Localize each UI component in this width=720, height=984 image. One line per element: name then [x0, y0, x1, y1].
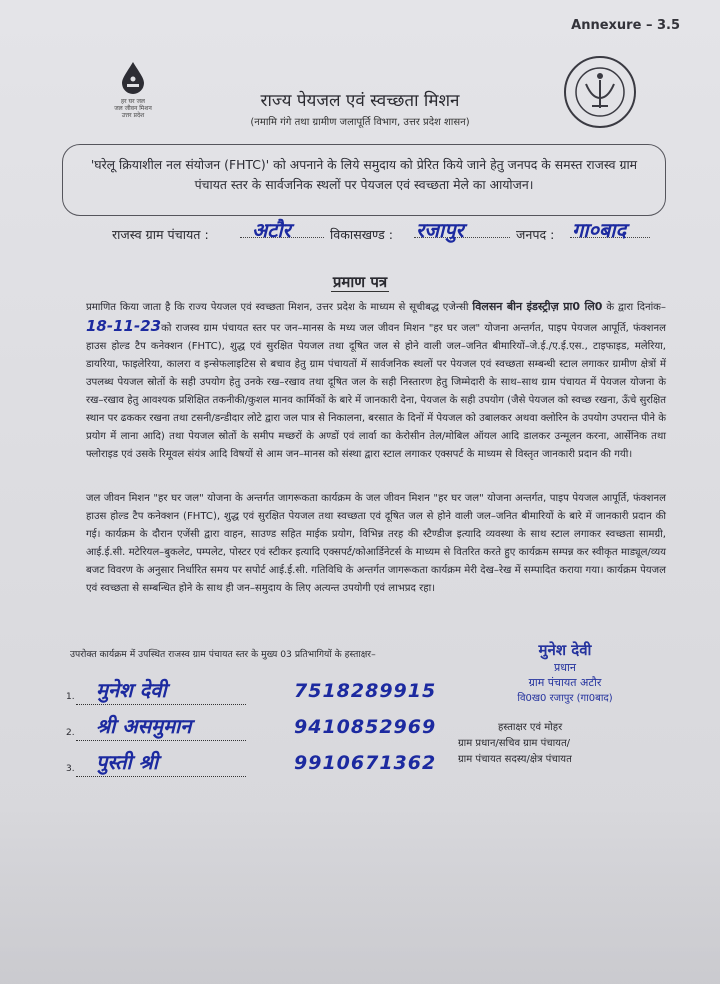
signature-authority-label: हस्ताक्षर एवं मोहर ग्राम प्रधान/सचिव ग्राम पंचायत/ ग्राम पंचायत सदस्य/क्षेत्र पंचायत [458, 722, 572, 765]
logo-text-1: हर घर जल [121, 98, 145, 105]
representatives-intro: उपरोक्त कार्यक्रम में उपस्थित राजस्व ग्राम पंचायत स्तर के मुख्य 03 प्रतिभागियों के हस्ताक्षर– [70, 649, 376, 660]
phone-number: 9910671362 [294, 752, 437, 774]
event-date: 18-11-23 [86, 317, 162, 335]
phone-number: 7518289915 [294, 680, 437, 702]
certificate-title: प्रमाण पत्र [332, 273, 388, 291]
district-value: गा०बाद [572, 218, 627, 242]
org-title: राज्य पेयजल एवं स्वच्छता मिशन [260, 91, 460, 111]
signature-name: श्री असमुमान [96, 714, 192, 738]
logo-text-2: जल जीवन मिशन [114, 105, 152, 112]
agency-name: विलसन बीन इंडस्ट्रीज़ प्रा0 लि0 [472, 300, 603, 313]
signature-name: पुस्ती श्री [96, 750, 159, 774]
certificate-paragraph-1: प्रमाणित किया जाता है कि राज्य पेयजल एवं स्वच्छता मिशन, उत्तर प्रदेश के माध्यम से सूचीबद्ध एजेन्सी विलसन बीन इंडस्ट्रीज़ प्रा0 लि0 के द्वारा दिनांक–18-11-23को राजस्व ग्राम पंचायत स्तर पर जन–मानस के मध्य जल जीवन मिशन "हर घर जल" योजना अन्तर्गत, पाइप पेयजल आपूर्ति, फंक्शनल हाउस होल्ड टैप कनेक्शन (FHTC), शुद्ध एवं सुरक्षित पेयजल तथा दूषित जल से होने वाली जल–जनित बीमारियों–जे.ई./ए.ई.एस., टाइफाइड, मलेरिया, डायरिया, फाइलेरिया, कालरा व इन्सेफलाइटिस से बचाव हेतु ग्राम पंचायतों में सार्वजनिक स्थलों पर पेयजल एवं स्वच्छता सम्बन्धी स्टाल लगाकर ग्रामीण क्षेत्रों में उपलब्ध पेयजल स्रोतों के सही उपयोग हेतु उनके रख–रखाव तथा दूषित जल के सही निस्तारण हेतु जिम्मेदारी के साथ–साथ ग्राम पंचायत में पेयजल योजना के रख–रखाव हेतु आवश्यक प्रशिक्षित तकनीकी/कुशल मानव कार्मिकों के बारे में जानकारी देना, पेयजल के सही उपयोग (जैसे पेयजल को स्वच्छ रखना, ऊँचे सुरक्षित स्थान पर ढककर रखना तथा टसनी/डन्डीदार लोटे द्वारा जल पात्र से निकालना, बरसात के दिनों में पेयजल को उबालकर अथवा क्लोरिन के उपयोग उपरान्त पीने के प्रयोग में लाना आदि) तथा पेयजल स्रोतों के समीप मच्छरों के अण्डों एवं लार्वा का केरोसीन तेल/मोबिल ऑयल आदि डालकर उन्मूलन करना, आर्सेनिक तथा फ्लोराइड एवं उसके रिमूवल संयंत्र आदि विषयों से आम जन–मानस को संस्था द्वारा स्टाल लगाकर एक्सपर्ट के माध्यम से विस्तृत जानकारी प्रदान की गयी। [86, 300, 666, 460]
location-fields [112, 218, 692, 248]
district-label: जनपद : [516, 227, 555, 242]
org-subtitle: (नमामि गंगे तथा ग्रामीण जलापूर्ति विभाग, उत्तर प्रदेश शासन) [250, 117, 470, 128]
signature-row-2: 2. श्री असमुमान 9410852969 [66, 718, 466, 744]
annexure-label: Annexure – 3.5 [571, 18, 680, 33]
panchayat-value: अटौर [252, 218, 291, 242]
signature-row-3: 3. पुस्ती श्री 9910671362 [66, 754, 466, 780]
block-value: रजापुर [416, 218, 464, 242]
certificate-paragraph-2: जल जीवन मिशन "हर घर जल" योजना के अन्तर्गत जागरूकता कार्यक्रम के जल जीवन मिशन "हर घर जल" योजना अन्तर्गत, पाइप पेयजल आपूर्ति, फंक्शनल हाउस होल्ड टैप कनेक्शन (FHTC), शुद्ध एवं सुरक्षित पेयजल तथा स्वच्छता एवं दूषित जल से होने वाली जल–जनित बीमारियों के बारे में जानकारी प्रदान की गई। कार्यक्रम के दौरान एजेंसी द्वारा वाहन, साउण्ड सहित माईक प्रयोग, विभिन्न तरह की स्टैण्डीज इत्यादि व्यवस्था के साथ स्टाल लगाकर स्वच्छता सामग्री, आई.ई.सी. मटेरियल–बुकलेट, पम्पलेट, पोस्टर एवं स्टीकर इत्यादि एक्सपर्ट/कोआर्डिनेटर्स के माध्यम से वितरित करते हुए कार्यक्रम सम्पन्न कर स्वीकृत माड्यूल/व्यय बजट विवरण के अनुसार निर्धारित समय पर सपोर्ट आई.ई.सी. गतिविधि के अन्तर्गत जागरूकता कार्यक्रम मेरी देख–रेख में सम्पादित कराया गया। कार्यक्रम पेयजल एवं स्वच्छता से सम्बन्धित होने के साथ ही जन–समुदाय के लिए अत्यन्त उपयोगी एवं लाभप्रद रहा। [86, 493, 666, 594]
panchayat-label: राजस्व ग्राम पंचायत : [112, 227, 209, 242]
pradhan-stamp: मुनेश देवी प्रधान ग्राम पंचायत अटौर वि0ख0 रजापुर (गा0बाद) [517, 641, 613, 704]
signature-name: मुनेश देवी [96, 678, 167, 702]
event-description-box: 'घरेलू क्रियाशील नल संयोजन (FHTC)' को अपनाने के लिये समुदाय को प्रेरित किये जाने हेतु जनपद के समस्त राजस्व ग्राम पंचायत स्तर के सार्वजनिक स्थलों पर पेयजल एवं स्वच्छता मेले का आयोजन। [62, 144, 666, 216]
logo-text-3: उत्तर प्रदेश [121, 112, 145, 119]
paper-shadow [0, 800, 720, 984]
phone-number: 9410852969 [294, 716, 437, 738]
signature-row-1: 1. मुनेश देवी 7518289915 [66, 682, 466, 708]
block-label: विकासखण्ड : [330, 227, 393, 242]
